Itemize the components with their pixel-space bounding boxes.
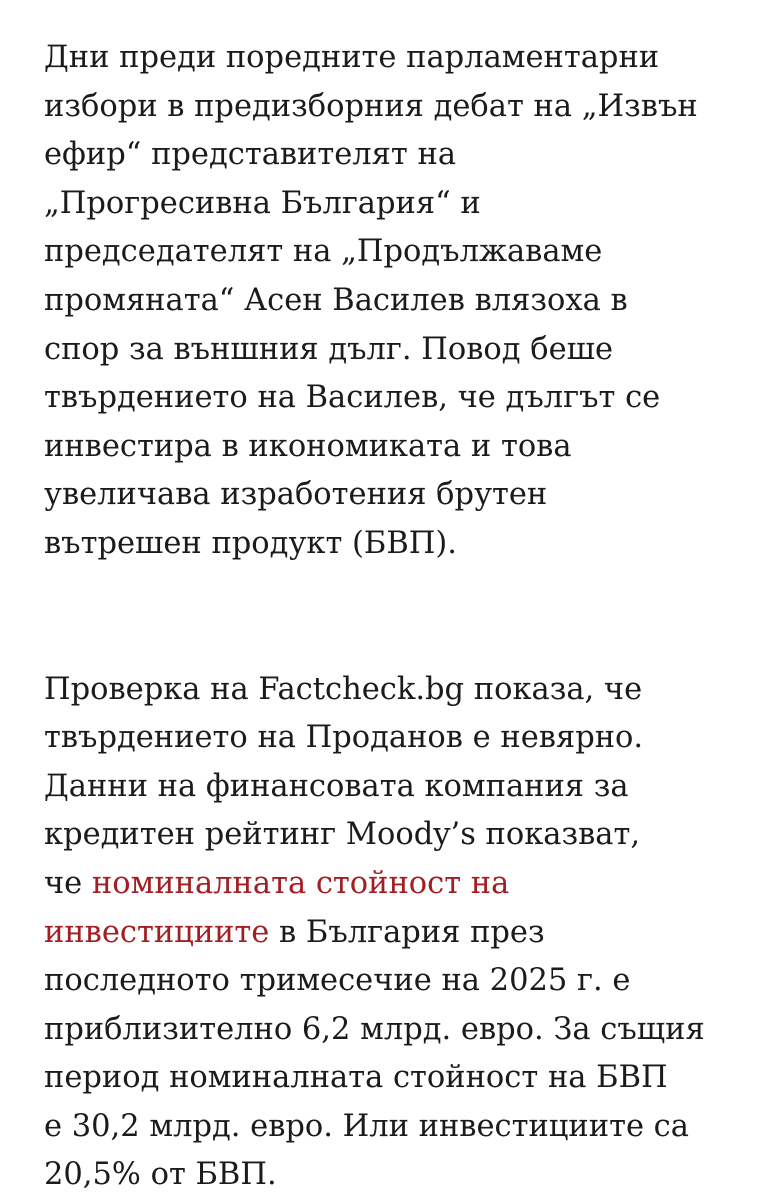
article-body: [44, 34, 734, 1200]
factcheck-text-end: в България през последното тримесечие на 2025 г. е приблизително 6,2 млрд. евро. За същия период номиналната стойност на БВП е 30,2 млрд. евро. Или инвестициите са 20,5% от БВП.: [44, 914, 705, 1193]
paragraph-spacer: [44, 569, 734, 666]
factcheck-text-start: Проверка на Factcheck.bg показа, че твърдението на Проданов е невярно. Данни на финансовата компания за кредитен рейтинг Moody’s показват, че: [44, 671, 644, 901]
paragraph-debate-context: Дни преди поредните парламентарни избори в предизборния дебат на „Извън ефир“ представителят на „Прогресивна България“ и председателят на „Продължаваме промяната“ Асен Василев влязоха в спор за външния дълг. Повод беше твърдението на Василев, че дългът се инвестира в икономиката и това увеличава изработения брутен вътрешен продукт (БВП).: [44, 40, 698, 561]
paragraph-factcheck: [44, 666, 734, 1200]
investments-value-link[interactable]: номиналната стойност на инвестициите: [44, 865, 510, 950]
